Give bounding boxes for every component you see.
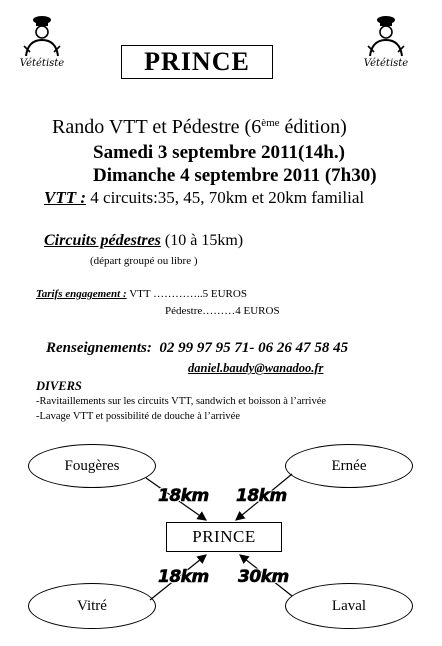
svg-text:Vététiste: Vététiste (19, 58, 65, 69)
tarifs-line-pedestre: Pédestre………4 EUROS (165, 305, 280, 317)
divers-item-1: -Ravitaillements sur les circuits VTT, sandwich et boisson à l’arrivée (36, 396, 327, 407)
center-node-prince: PRINCE (166, 522, 282, 552)
node-vitre: Vitré (28, 583, 156, 629)
node-fougeres: Fougères (28, 444, 156, 488)
event-title: Rando VTT et Pédestre (6ème édition) (52, 116, 347, 138)
distance-vitre: 18km (158, 567, 209, 587)
page-title: PRINCE (121, 45, 273, 79)
pedestre-note: (départ groupé ou libre ) (90, 255, 198, 267)
node-laval: Laval (285, 583, 413, 629)
vtt-line: VTT : 4 circuits:35, 45, 70km et 20km familial (44, 188, 365, 207)
renseignements-line: Renseignements: 02 99 97 95 71- 06 26 47 58 45 (46, 340, 349, 356)
divers-heading: DIVERS (36, 379, 82, 393)
tarifs-line-vtt: Tarifs engagement : VTT …………..5 EUROS (36, 288, 247, 300)
divers-item-2: -Lavage VTT et possibilité de douche à l’arrivée (36, 411, 240, 422)
event-date-saturday: Samedi 3 septembre 2011(14h.) (93, 142, 345, 163)
node-ernee: Ernée (285, 444, 413, 488)
svg-text:Vététiste: Vététiste (363, 58, 409, 69)
email-link[interactable]: daniel.baudy@wanadoo.fr (188, 361, 324, 375)
distance-ernee: 18km (236, 486, 287, 506)
distance-fougeres: 18km (158, 486, 209, 506)
pedestre-line: Circuits pédestres (10 à 15km) (44, 232, 244, 249)
distance-laval: 30km (238, 567, 289, 587)
event-date-sunday: Dimanche 4 septembre 2011 (7h30) (93, 165, 377, 186)
